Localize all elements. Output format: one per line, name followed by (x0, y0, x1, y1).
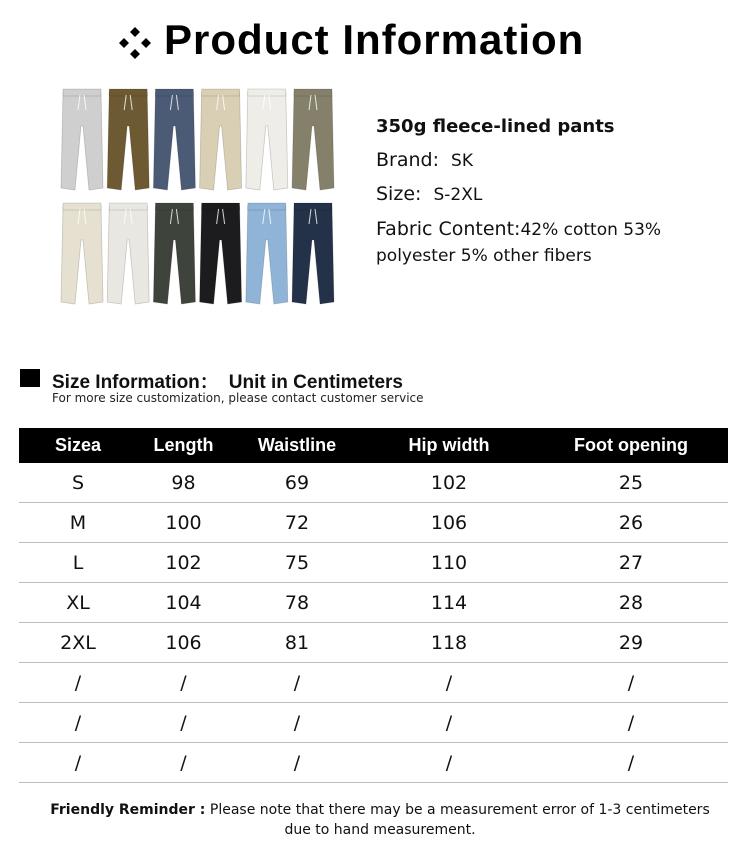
size-information-subtitle: For more size customization, please contact customer service (52, 391, 424, 405)
table-header-row (19, 428, 728, 463)
size-information-label: Size Information： (52, 372, 219, 393)
table-cell: XL (19, 583, 137, 623)
pants-swatch (200, 89, 242, 190)
table-cell: 102 (137, 543, 230, 583)
pants-swatch (153, 203, 195, 304)
table-cell: / (534, 703, 728, 743)
table-cell: 104 (137, 583, 230, 623)
table-cell: / (364, 663, 534, 703)
table-cell: / (230, 743, 364, 783)
table-cell: 114 (364, 583, 534, 623)
table-cell: 110 (364, 543, 534, 583)
table-cell: 106 (137, 623, 230, 663)
table-cell: / (19, 703, 137, 743)
table-cell: 106 (364, 503, 534, 543)
table-cell: M (19, 503, 137, 543)
column-header: Foot opening (534, 428, 728, 463)
table-cell: / (534, 743, 728, 783)
unit-label: Unit in Centimeters (228, 372, 403, 393)
table-cell: 118 (364, 623, 534, 663)
table-cell: 28 (534, 583, 728, 623)
table-row (19, 503, 728, 543)
page-title: Product Information (164, 16, 585, 63)
column-header: Length (137, 428, 230, 463)
size-range-label: Size: (376, 183, 422, 205)
page-header (0, 14, 750, 66)
table-cell: / (364, 743, 534, 783)
product-info (376, 116, 716, 269)
fabric-line (376, 217, 716, 269)
friendly-reminder (40, 800, 720, 840)
size-range-value: S-2XL (433, 185, 483, 205)
pants-swatch (246, 203, 288, 304)
pants-swatch (292, 203, 334, 304)
pants-swatch (153, 89, 195, 190)
table-row (19, 743, 728, 783)
table-cell: / (19, 663, 137, 703)
table-cell: 69 (230, 463, 364, 503)
table-cell: / (137, 703, 230, 743)
table-cell: / (534, 663, 728, 703)
fabric-label: Fabric Content: (376, 218, 521, 240)
size-table (19, 428, 728, 783)
fabric-value: 42% cotton 53% polyester 5% other fibers (376, 220, 662, 266)
table-cell: 26 (534, 503, 728, 543)
pants-swatch (246, 89, 288, 190)
table-cell: / (364, 703, 534, 743)
table-cell: 78 (230, 583, 364, 623)
pants-swatch (107, 203, 149, 304)
table-cell: 98 (137, 463, 230, 503)
brand-label: Brand: (376, 149, 439, 171)
table-row (19, 463, 728, 503)
pants-swatch (61, 203, 103, 304)
table-cell: 25 (534, 463, 728, 503)
table-cell: S (19, 463, 137, 503)
section-marker (20, 369, 40, 387)
table-row (19, 623, 728, 663)
product-name: 350g fleece-lined pants (376, 116, 615, 137)
table-cell: 72 (230, 503, 364, 543)
table-cell: 2XL (19, 623, 137, 663)
table-cell: / (230, 703, 364, 743)
column-header: Waistline (230, 428, 364, 463)
column-header: Hip width (364, 428, 534, 463)
pants-swatch (200, 203, 242, 304)
table-cell: 81 (230, 623, 364, 663)
size-information-title (52, 367, 403, 394)
brand-line (376, 149, 716, 171)
size-range-line (376, 183, 716, 205)
table-row (19, 663, 728, 703)
table-row (19, 583, 728, 623)
reminder-text: Please note that there may be a measurement error of 1-3 centimeters due to hand measurement. (205, 802, 710, 838)
brand-value: SK (451, 151, 473, 171)
table-cell: 27 (534, 543, 728, 583)
pants-swatch (61, 89, 103, 190)
table-row (19, 703, 728, 743)
table-cell: 102 (364, 463, 534, 503)
pants-swatch (107, 89, 149, 190)
pants-swatch (292, 89, 334, 190)
table-cell: / (19, 743, 137, 783)
product-color-swatches (60, 86, 335, 312)
table-cell: L (19, 543, 137, 583)
table-cell: / (137, 743, 230, 783)
table-cell: 75 (230, 543, 364, 583)
table-cell: 29 (534, 623, 728, 663)
reminder-label: Friendly Reminder : (50, 802, 206, 818)
four-diamond-icon (118, 26, 152, 60)
table-cell: / (230, 663, 364, 703)
table-cell: 100 (137, 503, 230, 543)
table-cell: / (137, 663, 230, 703)
column-header: Sizea (19, 428, 137, 463)
table-body (19, 463, 728, 783)
table-row (19, 543, 728, 583)
